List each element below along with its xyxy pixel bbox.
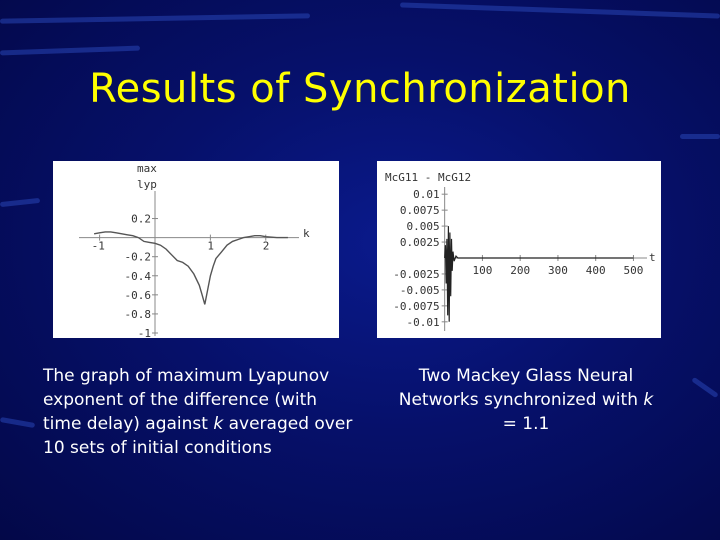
- x-tick-label: 1: [207, 239, 215, 253]
- y-tick-label: 0.2: [131, 212, 151, 226]
- background-stripe: [0, 417, 35, 428]
- y-axis-label-line1: max: [137, 162, 157, 175]
- y-tick-label: 0.005: [406, 220, 440, 234]
- x-tick-label: 100: [472, 264, 493, 277]
- background-stripe: [400, 2, 720, 18]
- y-axis-label-line2: lyp: [137, 178, 157, 191]
- caption-text: = 1.1: [502, 414, 550, 434]
- caption-lyapunov: [43, 364, 353, 460]
- caption-text: averaged over 10 sets of initial conditions: [43, 414, 353, 458]
- y-tick-label: -0.6: [124, 288, 151, 302]
- background-stripe: [0, 46, 140, 56]
- background-stripe: [0, 198, 40, 207]
- caption-k: k: [213, 414, 224, 434]
- y-tick-label: -0.0075: [393, 299, 440, 313]
- background-stripe: [691, 377, 718, 398]
- caption-text: Two Mackey Glass Neural Networks synchronized with: [398, 366, 644, 410]
- synchronization-chart-svg: [377, 161, 661, 338]
- caption-text: The graph of maximum Lyapunov exponent of the difference (with time delay) against: [43, 366, 330, 434]
- x-tick-label: -1: [91, 239, 105, 253]
- x-tick-label: 200: [510, 264, 531, 277]
- background-stripe: [680, 134, 720, 139]
- y-tick-label: -0.01: [406, 315, 440, 329]
- series-line: [91, 232, 288, 305]
- y-tick-label: -1: [137, 327, 151, 338]
- chart-title: McG11 - McG12: [385, 171, 472, 184]
- y-tick-label: -0.0025: [393, 267, 440, 281]
- y-tick-label: -0.4: [124, 269, 151, 283]
- x-tick-label: 2: [262, 239, 270, 253]
- y-tick-label: 0.0025: [399, 236, 440, 250]
- caption-synchronization: [392, 364, 660, 436]
- caption-k: k: [643, 390, 654, 410]
- x-tick-label: 500: [623, 264, 644, 277]
- y-tick-label: -0.8: [124, 307, 151, 321]
- y-tick-label: 0.0075: [399, 204, 440, 218]
- x-tick-label: 400: [585, 264, 606, 277]
- x-tick-label: 300: [547, 264, 568, 277]
- synchronization-chart: [377, 161, 661, 338]
- x-axis-label: k: [303, 227, 310, 240]
- y-tick-label: -0.2: [124, 250, 151, 264]
- x-axis-label: t: [649, 251, 656, 264]
- y-tick-label: 0.01: [413, 188, 440, 202]
- background-stripe: [0, 13, 310, 23]
- lyapunov-chart-svg: [53, 161, 339, 338]
- slide-title: Results of Synchronization: [89, 66, 631, 112]
- lyapunov-chart: [53, 161, 339, 338]
- y-tick-label: -0.005: [399, 283, 440, 297]
